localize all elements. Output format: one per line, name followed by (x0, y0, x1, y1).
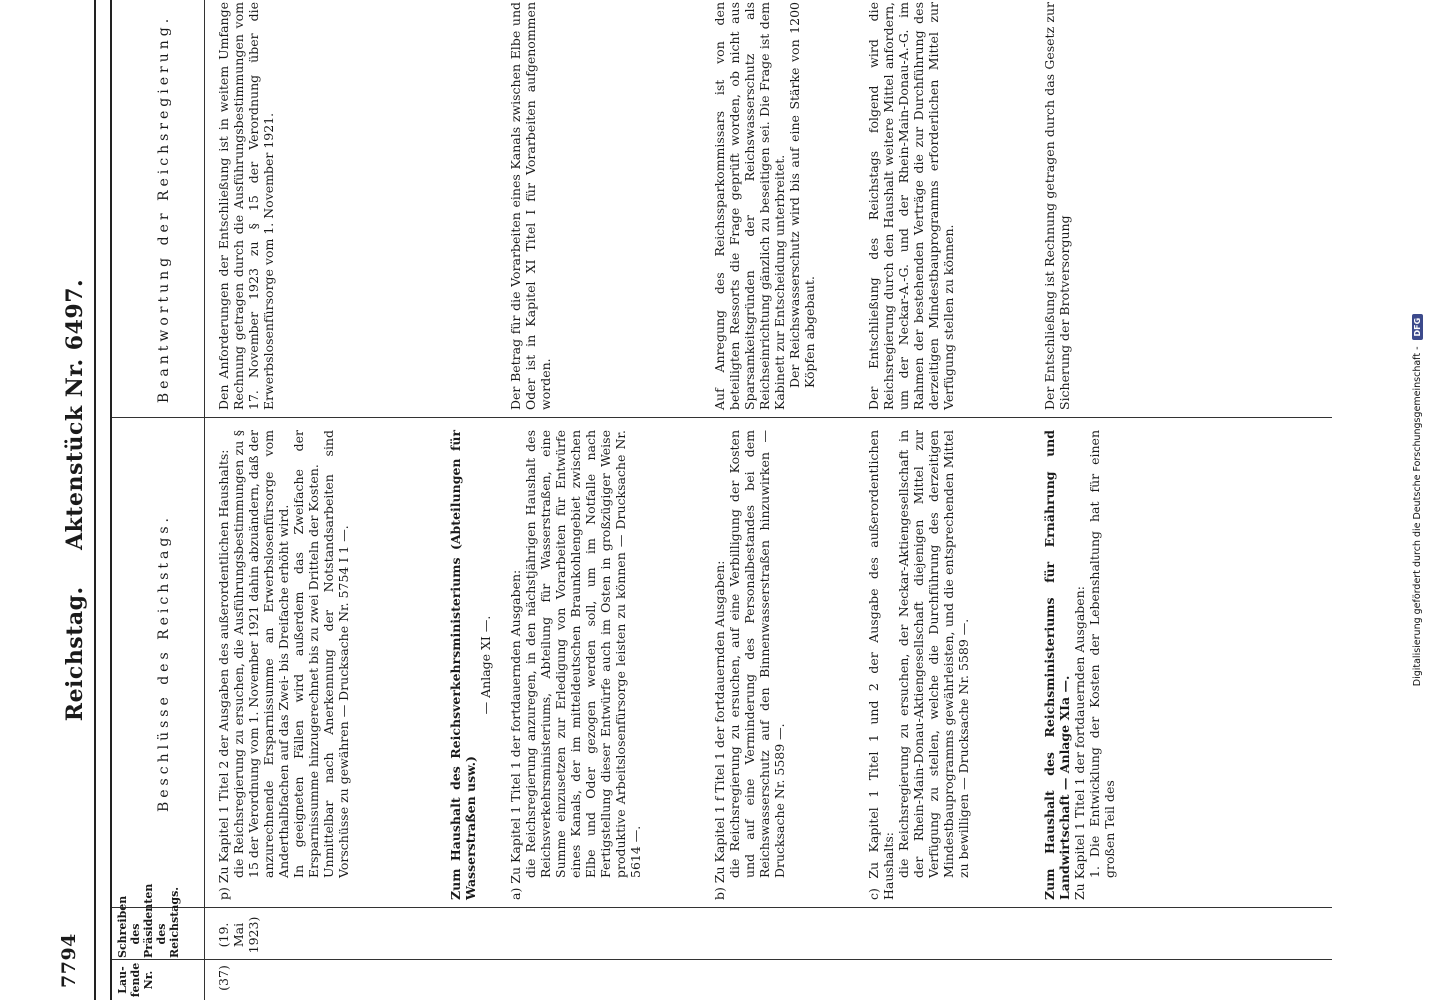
dfg-logo: DFG (1412, 314, 1423, 341)
column-header-rule (204, 0, 205, 1000)
column-header-schreiben: Schreiben des Präsidenten des Reichstags. (116, 883, 181, 958)
resolution-text: 1. Die Entwicklung der Kosten der Lebenshaltung hat für einen großen Teil des (1087, 430, 1117, 878)
resolution-text: Unmittelbar nach Anerkennung der Notstandsarbeiten sind Vorschüsse zu gewähren — Drucksache Nr. 5754 I 1 —. (321, 430, 351, 878)
column-header-beschluesse: Beschlüsse des Reichstags. (156, 514, 172, 813)
resolution-heading: Zu Kapitel 1 Titel 1 und 2 der Ausgabe des außerordentlichen Haushalts: (866, 430, 896, 900)
response-p (216, 2, 276, 410)
resolution-text: die Reichsregierung zu ersuchen, auf eine Verbilligung der Kosten und auf eine Verminderung des Personalbestandes bei dem Reichswasserschutz auf den Binnenwasserstraßen hinzuwirken — Drucksache Nr. 5589 —. (727, 430, 787, 878)
response-e (1042, 2, 1072, 410)
section-heading: Zum Haushalt des Reichsministeriums für Ernährung und Landwirtschaft — Anlage XIa —. (1042, 430, 1072, 900)
resolution-p (216, 430, 351, 900)
resolution-text: die Reichsregierung zu ersuchen, der Neckar-Aktiengesellschaft in der Rhein-Main-Donau-Aktiengesellschaft diejenigen Mittel zur Verfügung zu stellen, welche die Durchführung des derzeitigen Mindestbauprogramms gewährleisten, und die entsprechenden Mittel zu bewilligen — Drucksache Nr. 5589 —. (896, 430, 971, 878)
response-a (508, 2, 553, 410)
column-divider (112, 417, 1332, 418)
resolution-label: b) (712, 887, 727, 900)
response-c (866, 2, 956, 410)
resolution-heading: Zu Kapitel 1 f Titel 1 der fortdauernden Ausgaben: (712, 560, 727, 884)
resolution-c (866, 430, 971, 900)
header-rule (94, 0, 96, 1000)
section-heading: Zum Haushalt des Reichsverkehrsministeriums (Abteilungen für Wasserstraßen usw.) (448, 430, 478, 900)
entry-date: (19. Mai 1923) (216, 916, 261, 954)
column-divider (112, 959, 1332, 960)
response-text: Der Entschließung ist Rechnung getragen durch das Gesetz zur Sicherung der Brotversorgung (1042, 2, 1072, 410)
response-text: Den Anforderungen der Entschließung ist in weitem Umfange Rechnung getragen durch die Ausführungsbestimmungen vom 17. November 1923 zu § 15 der Verordnung über die Erwerbslosenfürsorge vom 1. November 1921. (216, 2, 276, 410)
section-anlage: — Anlage XI —. (478, 615, 493, 715)
column-header-nr: Lau-fende Nr. (116, 962, 155, 998)
resolution-text: die Reichsregierung anzuregen, in den nächstjährigen Haushalt des Reichsverkehrsministeriums, Abteilung für Wasserstraßen, eine Summe einzusetzen zur Erledigung von Vorarbeiten für Entwürfe eines Kanals, der im mitteldeutschen Braunkohlengebiet zwischen Elbe und Oder gezogen werden soll, um im Notfalle nach Fertigstellung dieser Entwürfe auch im Osten in großzügiger Weise produktive Arbeitslosenfürsorge leisten zu können — Drucksache Nr. 5614 —. (523, 430, 643, 878)
resolution-text: die Reichsregierung zu ersuchen, die Ausführungsbestimmungen zu § 15 der Verordnung vom 1. November 1921 dahin abzuändern, daß der anzurechnende Ersparnissumme an Erwerbslosenfürsorge vom Anderthalbfachen auf das Zwei- bis Dreifache erhöht wird. (231, 430, 291, 878)
response-text: Der Betrag für die Vorarbeiten eines Kanals zwischen Elbe und Oder ist in Kapitel XI Titel I für Vorarbeiten aufgenommen worden. (508, 2, 553, 410)
section-subheading: Zu Kapitel 1 Titel 1 der fortdauernden Ausgaben: (1072, 586, 1087, 900)
digitization-note (1412, 0, 1423, 1000)
resolution-label: c) (866, 888, 881, 900)
response-b (712, 2, 817, 410)
page-header (62, 150, 88, 850)
digitization-text: Digitalisierung gefördert durch die Deutsche Forschungsgemeinschaft - (1412, 346, 1423, 687)
entry-number: (37) (216, 965, 231, 991)
section-verkehr (448, 430, 493, 900)
resolution-label: a) (508, 887, 523, 900)
header-left: Reichstag. (62, 586, 88, 722)
column-header-beantwortung: Beantwortung der Reichsregierung. (156, 14, 172, 404)
resolution-label: p) (216, 887, 231, 900)
response-text: Auf Anregung des Reichssparkommissars ist von den beteiligten Ressorts die Frage geprüft worden, ob nicht aus Sparsamkeitsgründen der Reichswasserschutz als Reichseinrichtung gänzlich zu beseitigen sei. Die Frage ist dem Kabinett zur Entscheidung unterbreitet. (712, 2, 787, 410)
column-divider (112, 907, 1332, 908)
resolution-text: In geeigneten Fällen wird außerdem das Zweifache der Ersparnissumme hinzugerechnet bis zu zwei Dritteln der Kosten. (291, 430, 321, 878)
resolution-b (712, 430, 787, 900)
section-ernaehrung (1042, 430, 1117, 900)
header-right: Aktenstück Nr. 6497. (62, 278, 88, 550)
resolution-heading: Zu Kapitel 1 Titel 2 der Ausgaben des außerordentlichen Haushalts: (216, 449, 231, 884)
resolution-heading: Zu Kapitel 1 Titel 1 der fortdauernden Ausgaben: (508, 569, 523, 884)
response-text: Der Entschließung des Reichstags folgend wird die Reichsregierung durch den Haushalt weitere Mittel anfordern, um der Neckar-A.-G. und der Rhein-Main-Donau-A.-G. im Rahmen der bestehenden Verträge die zur Durchführung des derzeitigen Mindestbauprogramms erforderlichen Mittel zur Verfügung stellen zu können. (866, 2, 956, 410)
page-number: 7794 (58, 933, 80, 988)
resolution-a (508, 430, 643, 900)
response-text: Der Reichswasserschutz wird bis auf eine Stärke von 1200 Köpfen abgebaut. (787, 2, 817, 388)
resolutions-table (110, 0, 1332, 1000)
